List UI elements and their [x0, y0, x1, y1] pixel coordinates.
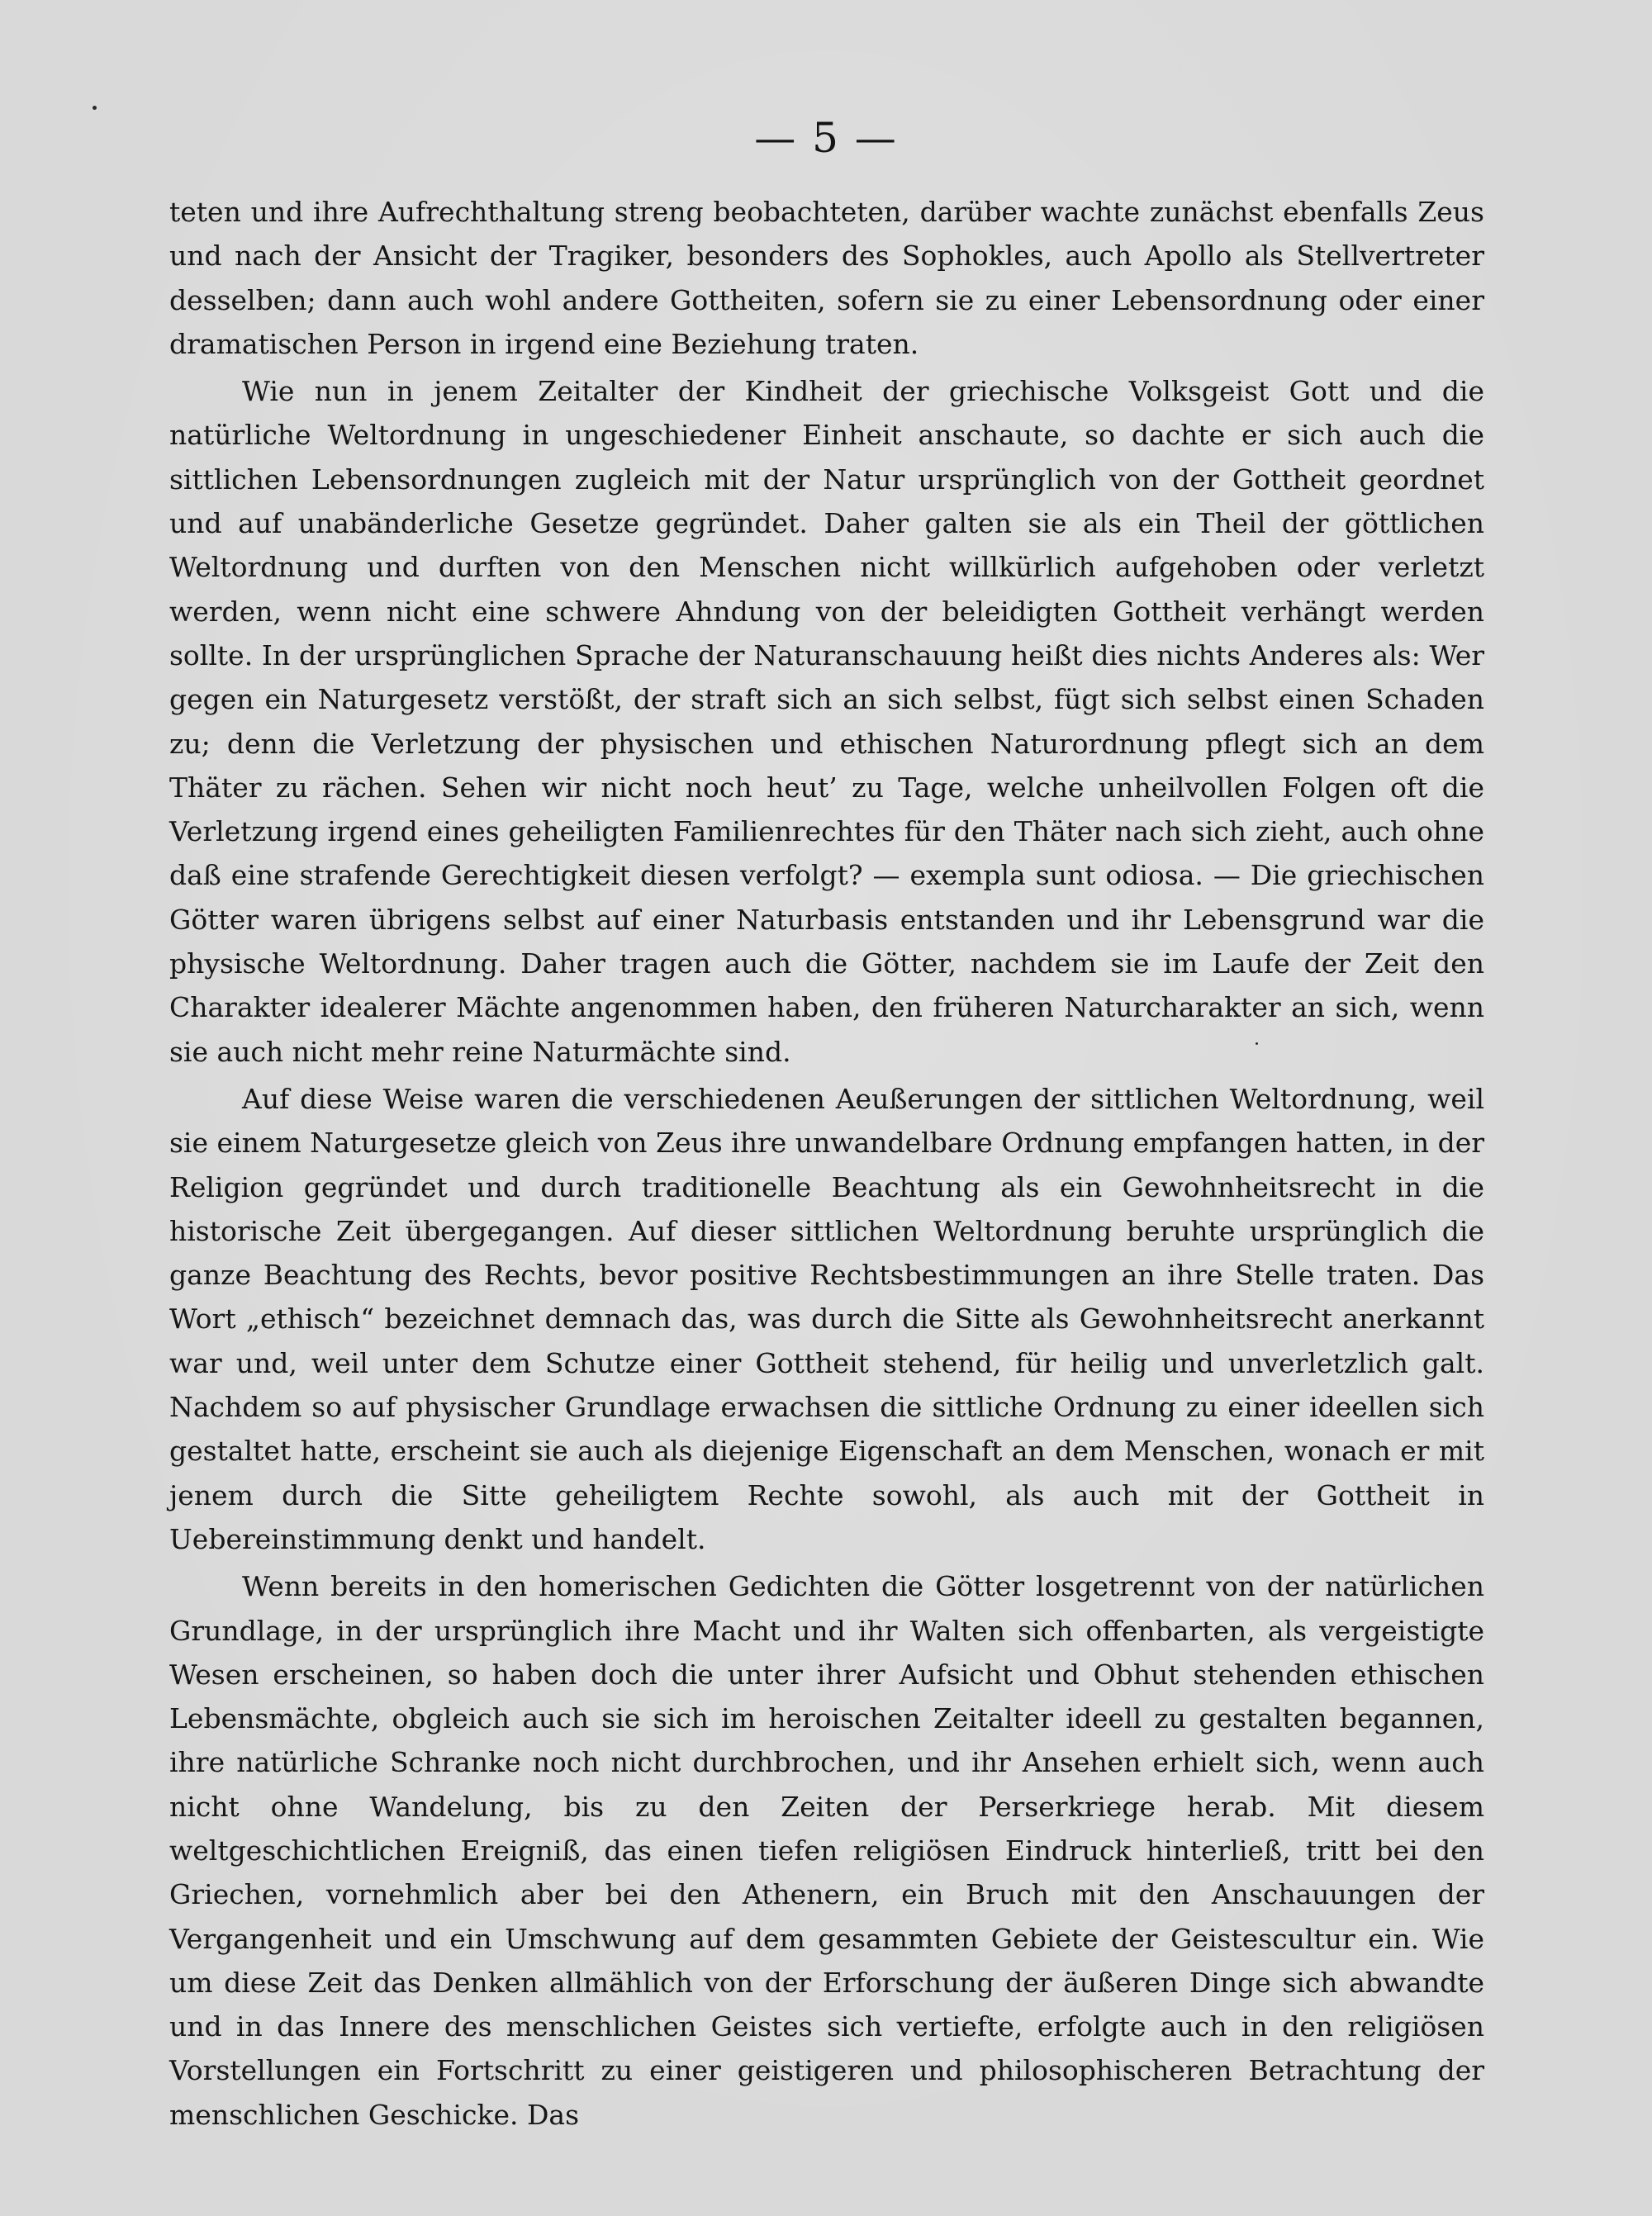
- paragraph-4: Wenn bereits in den homerischen Gedichten die Götter losgetrennt von der natürlichen Grundlage, in der ursprünglich ihre Macht und ihr Walten sich offenbarten, als vergeistigte Wesen erscheinen, so haben doch die unter ihrer Aufsicht und Obhut stehenden ethischen Lebensmächte, obgleich auch sie sich im heroischen Zeitalter ideell zu gestalten begannen, ihre natürliche Schranke noch nicht durchbrochen, und ihr Ansehen erhielt sich, wenn auch nicht ohne Wandelung, bis zu den Zeiten der Perserkriege herab. Mit diesem weltgeschichtlichen Ereigniß, das einen tiefen religiösen Eindruck hinterließ, tritt bei den Griechen, vornehmlich aber bei den Athenern, ein Bruch mit den Anschauungen der Vergangenheit und ein Umschwung auf dem gesammten Gebiete der Geistescultur ein. Wie um diese Zeit das Denken allmählich von der Erforschung der äußeren Dinge sich abwandte und in das Innere des menschlichen Geistes sich vertiefte, erfolgte auch in den religiösen Vorstellungen ein Fortschritt zu einer geistigeren und philosophischeren Betrachtung der menschlichen Geschicke. Das: [169, 1570, 1484, 2131]
- paper-speck: [1256, 1042, 1258, 1045]
- paragraph-1: teten und ihre Aufrechthaltung streng beobachteten, darüber wachte zunächst ebenfalls Zeus und nach der Ansicht der Tragiker, besonders des Sophokles, auch Apollo als Stellvertreter desselben; dann auch wohl andere Gottheiten, sofern sie zu einer Lebensordnung oder einer dramatischen Person in irgend eine Beziehung traten.: [169, 196, 1484, 360]
- paper-speck: [93, 106, 97, 110]
- paragraph-2: Wie nun in jenem Zeitalter der Kindheit der griechische Volksgeist Gott und die natürliche Weltordnung in ungeschiedener Einheit anschaute, so dachte er sich auch die sittlichen Lebensordnungen zugleich mit der Natur ursprünglich von der Gottheit geordnet und auf unabänderliche Gesetze gegründet. Daher galten sie als ein Theil der göttlichen Weltordnung und durften von den Menschen nicht willkürlich aufgehoben oder verletzt werden, wenn nicht eine schwere Ahndung von der beleidigten Gottheit verhängt werden sollte. In der ursprünglichen Sprache der Naturanschauung heißt dies nichts Anderes als: Wer gegen ein Naturgesetz verstößt, der straft sich an sich selbst, fügt sich selbst einen Schaden zu; denn die Verletzung der physischen und ethischen Naturordnung pflegt sich an dem Thäter zu rächen. Sehen wir nicht noch heut’ zu Tage, welche unheilvollen Folgen oft die Verletzung irgend eines geheiligten Familienrechtes für den Thäter nach sich zieht, auch ohne daß eine strafende Gerechtigkeit diesen verfolgt? — exempla sunt odiosa. — Die griechischen Götter waren übrigens selbst auf einer Naturbasis entstanden und ihr Lebensgrund war die physische Weltordnung. Daher tragen auch die Götter, nachdem sie im Laufe der Zeit den Charakter idealerer Mächte angenommen haben, den früheren Naturcharakter an sich, wenn sie auch nicht mehr reine Naturmächte sind.: [169, 375, 1484, 1068]
- body-text: [169, 190, 1484, 2137]
- page-number: — 5 —: [754, 114, 898, 162]
- paragraph-3: Auf diese Weise waren die verschiedenen Aeußerungen der sittlichen Weltordnung, weil sie einem Naturgesetze gleich von Zeus ihre unwandelbare Ordnung empfangen hatten, in der Religion gegründet und durch traditionelle Beachtung als ein Gewohnheitsrecht in die historische Zeit übergegangen. Auf dieser sittlichen Weltordnung beruhte ursprünglich die ganze Beachtung des Rechts, bevor positive Rechtsbestimmungen an ihre Stelle traten. Das Wort „ethisch“ bezeichnet demnach das, was durch die Sitte als Gewohnheitsrecht anerkannt war und, weil unter dem Schutze einer Gottheit stehend, für heilig und unverletzlich galt. Nachdem so auf physischer Grundlage erwachsen die sittliche Ordnung zu einer ideellen sich gestaltet hatte, erscheint sie auch als diejenige Eigenschaft an dem Menschen, wonach er mit jenem durch die Sitte geheiligtem Rechte sowohl, als auch mit der Gottheit in Uebereinstimmung denkt und handelt.: [169, 1082, 1484, 1555]
